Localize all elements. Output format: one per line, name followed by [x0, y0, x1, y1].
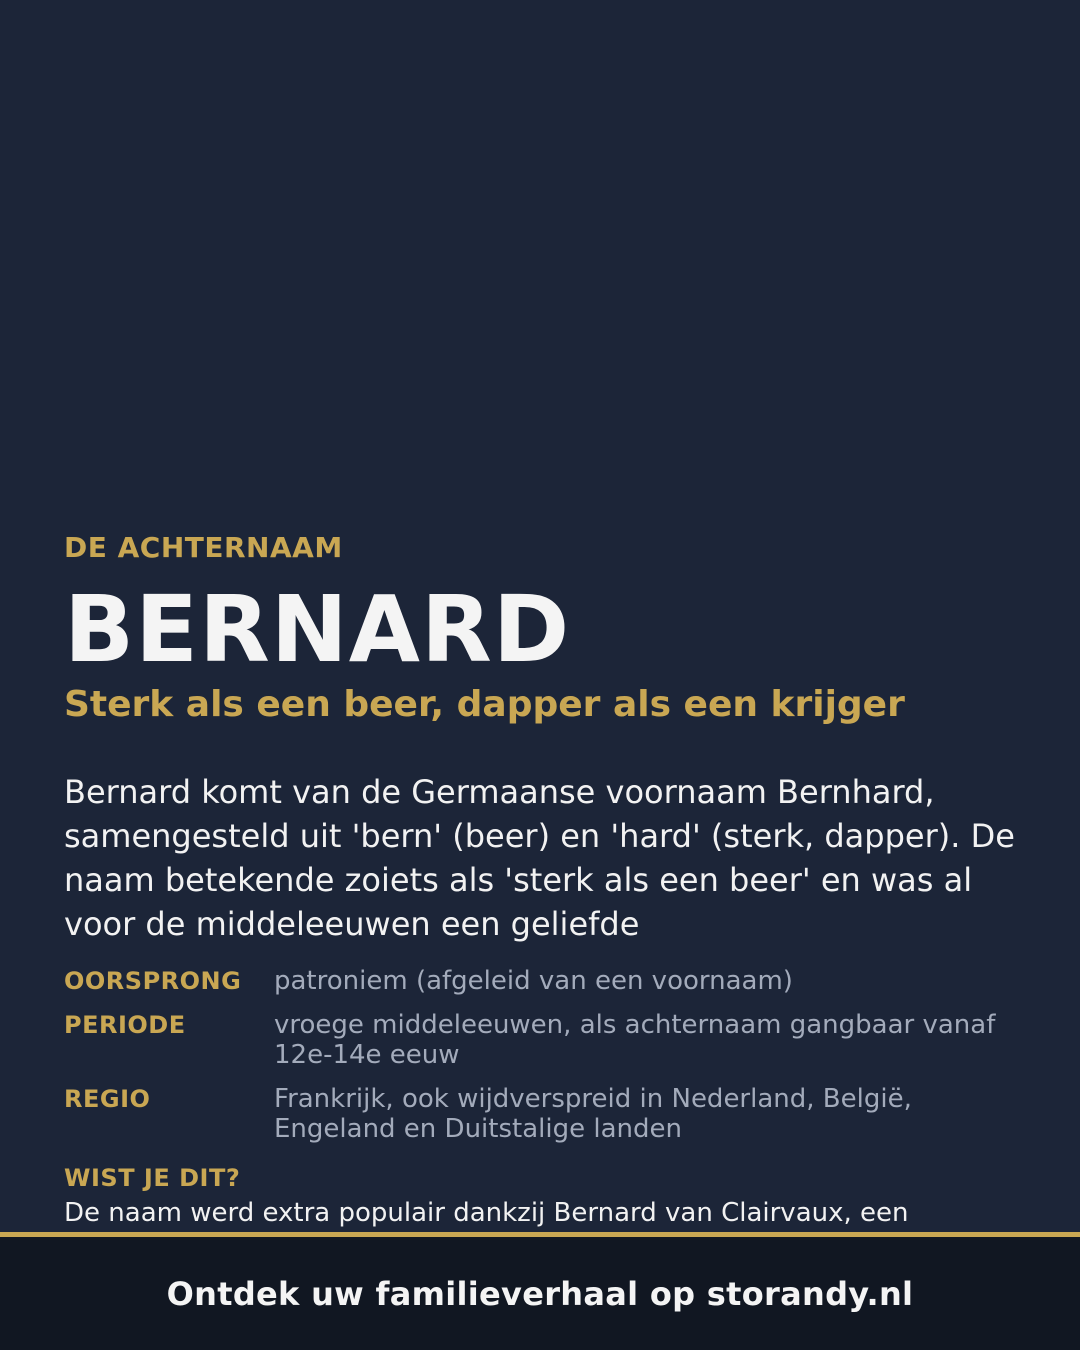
tagline: Sterk als een beer, dapper als een krijger — [64, 684, 905, 725]
trivia-label: WIST JE DIT? — [64, 1164, 241, 1192]
fact-value: patroniem (afgeleid van een voornaam) — [274, 966, 793, 996]
description-text: Bernard komt van de Germaanse voornaam Bernhard, samengesteld uit 'bern' (beer) en 'hard' (sterk, dapper). De naam betekende zoiets als 'sterk als een beer' en was al voor de middeleeuwen een geliefde — [64, 773, 1015, 943]
facts-list — [64, 966, 1024, 1158]
trivia-text: De naam werd extra populair dankzij Bernard van Clairvaux, een — [64, 1198, 909, 1228]
fact-value: vroege middeleeuwen, als achternaam gangbaar vanaf 12e-14e eeuw — [274, 1010, 996, 1070]
fact-label: PERIODE — [64, 1011, 186, 1039]
fact-label: OORSPRONG — [64, 967, 242, 995]
surname-card — [64, 0, 1024, 1232]
footer-banner — [0, 1237, 1080, 1350]
fact-value: Frankrijk, ook wijdverspreid in Nederland, België, Engeland en Duitstalige landen — [274, 1084, 912, 1144]
footer-cta-link[interactable]: Ontdek uw familieverhaal op storandy.nl — [166, 1274, 914, 1313]
eyebrow-label: DE ACHTERNAAM — [64, 531, 343, 564]
surname-title: BERNARD — [64, 576, 571, 683]
fact-label: REGIO — [64, 1085, 151, 1113]
fact-row-period — [64, 1010, 1024, 1070]
fact-row-origin — [64, 966, 1024, 996]
fact-row-region — [64, 1084, 1024, 1144]
